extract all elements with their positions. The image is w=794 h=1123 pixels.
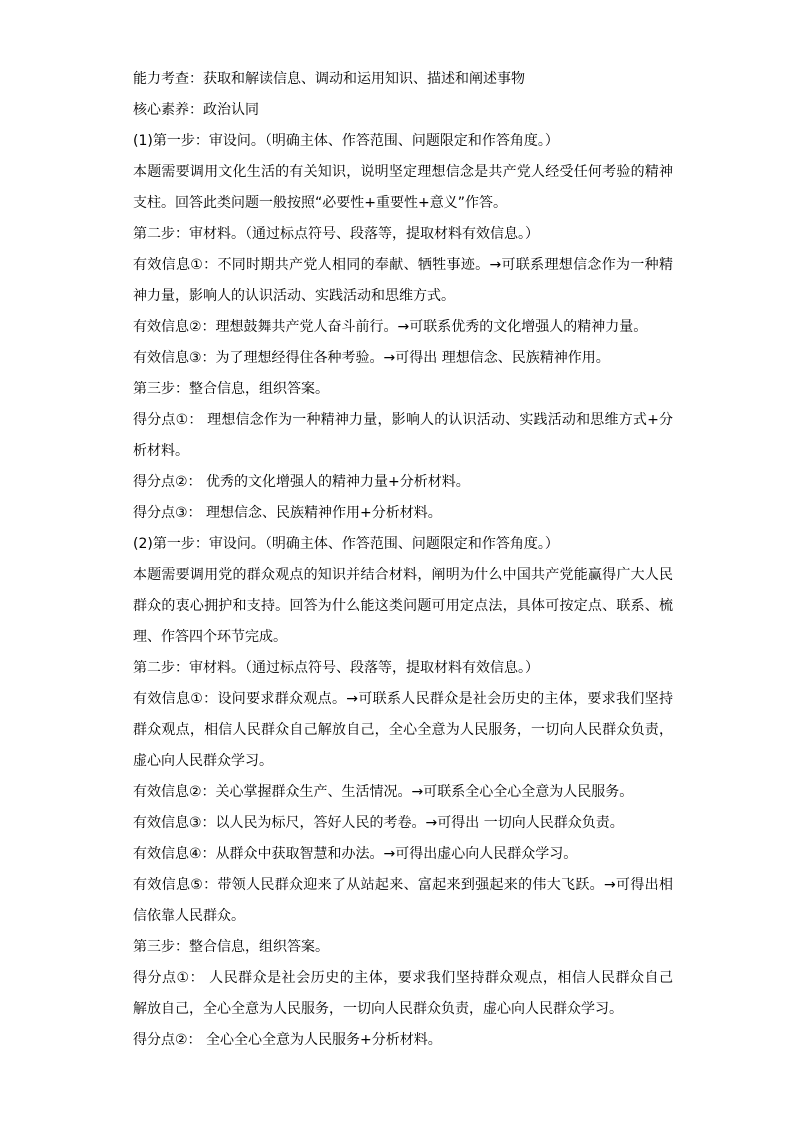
text-line: 得分点②： 优秀的文化增强人的精神力量+分析材料。 bbox=[133, 474, 470, 490]
text-line: 析材料。 bbox=[133, 443, 189, 459]
text-line: 第二步：审材料。（通过标点符号、段落等，提取材料有效信息。） bbox=[133, 660, 539, 676]
text-line: 得分点①： 人民群众是社会历史的主体，要求我们坚持群众观点，相信人民群众自己 bbox=[133, 970, 673, 986]
text-line: 有效信息③：为了理想经得住各种考验。→可得出 理想信念、民族精神作用。 bbox=[133, 350, 610, 366]
text-line: 能力考查：获取和解读信息、调动和运用知识、描述和阐述事物 bbox=[133, 71, 525, 87]
text-line: 本题需要调用党的群众观点的知识并结合材料，阐明为什么中国共产党能赢得广大人民 bbox=[133, 567, 673, 583]
text-line: (2)第一步：审设问。（明确主体、作答范围、问题限定和作答角度。） bbox=[133, 536, 559, 552]
text-line: 有效信息①：设问要求群众观点。→可联系人民群众是社会历史的主体，要求我们坚持 bbox=[133, 691, 673, 707]
text-line: 第三步：整合信息，组织答案。 bbox=[133, 381, 329, 397]
text-line: 群众观点，相信人民群众自己解放自己，全心全意为人民服务，一切向人民群众负责， bbox=[133, 722, 673, 738]
text-line: 有效信息②：理想鼓舞共产党人奋斗前行。→可联系优秀的文化增强人的精神力量。 bbox=[133, 319, 648, 335]
text-line: 得分点①： 理想信念作为一种精神力量，影响人的认识活动、实践活动和思维方式+分 bbox=[133, 412, 673, 428]
text-line: 第三步：整合信息，组织答案。 bbox=[133, 939, 329, 955]
text-line: 信依靠人民群众。 bbox=[133, 908, 245, 924]
text-line: 解放自己，全心全意为人民服务，一切向人民群众负责，虚心向人民群众学习。 bbox=[133, 1001, 623, 1017]
text-line: 有效信息④：从群众中获取智慧和办法。→可得出虚心向人民群众学习。 bbox=[133, 846, 578, 862]
text-line: 得分点②： 全心全心全意为人民服务+分析材料。 bbox=[133, 1032, 442, 1048]
text-line: 有效信息③：以人民为标尺，答好人民的考卷。→可得出 一切向人民群众负责。 bbox=[133, 815, 624, 831]
text-line: 支柱。回答此类问题一般按照“必要性+重要性+意义”作答。 bbox=[133, 195, 507, 211]
text-line: 群众的衷心拥护和支持。回答为什么能这类问题可用定点法，具体可按定点、联系、梳 bbox=[133, 598, 673, 614]
text-line: (1)第一步：审设问。（明确主体、作答范围、问题限定和作答角度。） bbox=[133, 133, 559, 149]
text-line: 第二步：审材料。（通过标点符号、段落等，提取材料有效信息。） bbox=[133, 226, 539, 242]
text-line: 理、作答四个环节完成。 bbox=[133, 629, 287, 645]
answer-analysis-text bbox=[133, 64, 673, 1056]
text-line: 本题需要调用文化生活的有关知识，说明坚定理想信念是共产党人经受任何考验的精神 bbox=[133, 164, 673, 180]
text-line: 得分点③： 理想信念、民族精神作用+分析材料。 bbox=[133, 505, 442, 521]
text-line: 有效信息⑤：带领人民群众迎来了从站起来、富起来到强起来的伟大飞跃。→可得出相 bbox=[133, 877, 673, 893]
text-line: 有效信息②：关心掌握群众生产、生活情况。→可联系全心全心全意为人民服务。 bbox=[133, 784, 634, 800]
text-line: 核心素养：政治认同 bbox=[133, 102, 259, 118]
text-line: 虚心向人民群众学习。 bbox=[133, 753, 273, 769]
text-line: 神力量，影响人的认识活动、实践活动和思维方式。 bbox=[133, 288, 455, 304]
text-line: 有效信息①：不同时期共产党人相同的奉献、牺牲事迹。→可联系理想信念作为一种精 bbox=[133, 257, 673, 273]
